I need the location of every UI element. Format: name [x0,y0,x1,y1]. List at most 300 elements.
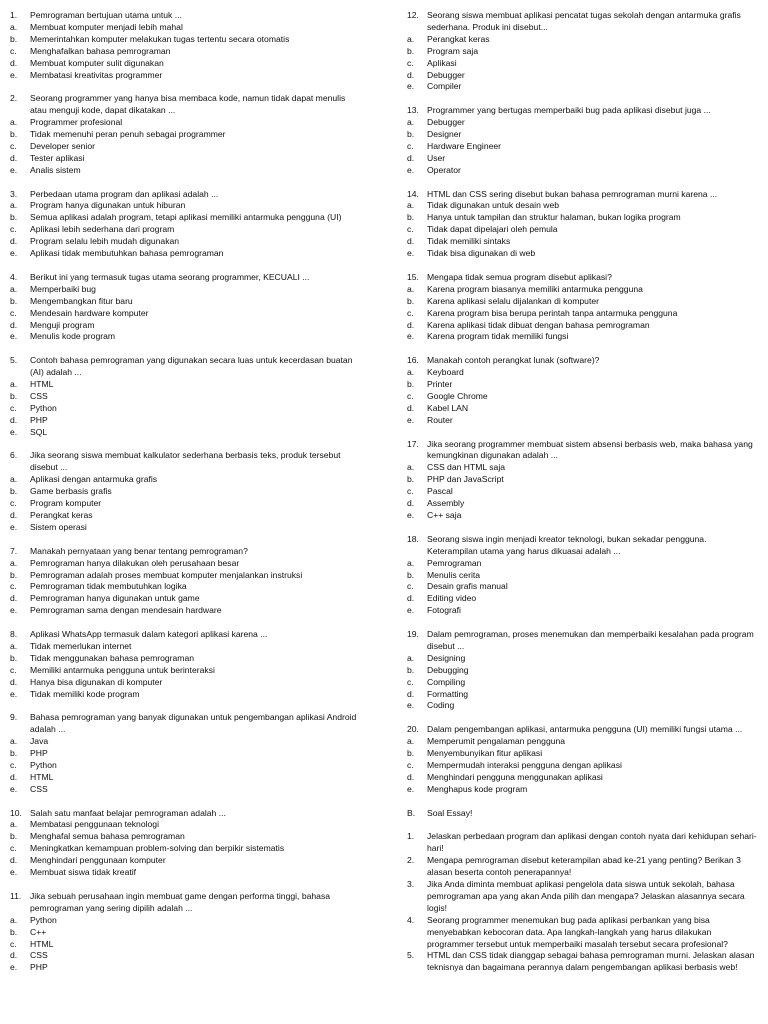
option-letter: c. [407,759,414,770]
option-letter: d. [10,771,18,782]
answer-option [407,141,759,153]
option-letter: e. [407,783,415,794]
question-text: Jika seorang siswa membuat kalkulator sederhana berbasis teks, produk tersebut disebut ... [30,450,341,473]
option-letter: c. [10,498,17,509]
answer-option [10,331,362,343]
option-letter: a. [407,736,415,747]
option-text: Tidak bisa digunakan di web [427,248,536,259]
option-letter: b. [10,129,18,140]
answer-option [407,510,759,522]
answer-option [407,581,759,593]
option-letter: a. [407,117,415,128]
question-block [10,93,362,176]
option-text: Game berbasis grafis [30,486,112,497]
answer-option [10,474,362,486]
option-letter: b. [407,664,415,675]
question-text: Salah satu manfaat belajar pemrograman adalah ... [30,807,226,818]
answer-option [10,165,362,177]
question-text: Seorang programmer yang hanya bisa membaca kode, namun tidak dapat menulis atau menguji kode, dapat dikatakan ... [30,93,346,116]
answer-option [407,403,759,415]
answer-option [407,236,759,248]
essay-number: 4. [407,914,415,925]
option-text: CSS [30,783,48,794]
option-text: Pemrograman adalah proses membuat komputer menjalankan instruksi [30,569,303,580]
question-text: Manakah pernyataan yang benar tentang pemrograman? [30,545,248,556]
answer-option [10,415,362,427]
question-stem [407,629,759,653]
option-letter: e. [10,867,18,878]
option-text: Analis sistem [30,164,81,175]
option-text: Karena program tidak memiliki fungsi [427,331,569,342]
option-letter: b. [407,569,415,580]
option-letter: c. [407,581,414,592]
option-text: PHP [30,962,48,973]
question-block [10,10,362,81]
option-letter: b. [10,748,18,759]
question-number: 3. [10,188,18,199]
option-text: Menguji program [30,319,95,330]
option-text: Menulis kode program [30,331,116,342]
answer-option [407,165,759,177]
option-text: CSS dan HTML saja [427,462,506,473]
answer-option [10,70,362,82]
option-text: Meningkatkan kemampuan problem-solving dan berpikir sistematis [30,843,285,854]
option-text: Perangkat keras [30,509,93,520]
option-text: Developer senior [30,140,95,151]
question-text: Dalam pemrograman, proses menemukan dan memperbaiki kesalahan pada program disebut ... [427,629,754,651]
question-text: Dalam pengembangan aplikasi, antarmuka pengguna (UI) memiliki fungsi utama ... [427,724,743,735]
essay-item [407,915,759,951]
question-stem [10,10,362,22]
answer-option [407,117,759,129]
answer-option [407,367,759,379]
question-number: 4. [10,271,18,282]
option-letter: d. [10,593,18,604]
option-letter: b. [10,390,18,401]
option-letter: d. [407,236,415,247]
option-letter: a. [407,283,415,294]
option-letter: d. [407,152,415,163]
option-text: Java [30,736,49,747]
option-letter: c. [10,664,17,675]
answer-option [407,331,759,343]
option-letter: c. [10,843,17,854]
question-block [10,629,362,700]
answer-option [10,939,362,951]
question-stem [10,891,362,915]
question-text: Bahasa pemrograman yang banyak digunakan untuk pengembangan aplikasi Android adalah ... [30,712,357,735]
answer-option [10,391,362,403]
essay-text: Mengapa pemrograman disebut keterampilan abad ke-21 yang penting? Berikan 3 alasan beserta contoh penerapannya! [427,855,741,878]
question-number: 11. [10,890,22,901]
essay-item [407,855,759,879]
answer-option [10,950,362,962]
option-text: Menghapus kode program [427,783,528,794]
option-letter: a. [407,33,415,44]
answer-option [407,320,759,332]
option-letter: b. [10,295,18,306]
essay-item [407,950,759,974]
option-letter: e. [407,414,415,425]
option-text: Coding [427,700,455,711]
option-letter: e. [10,248,18,259]
answer-option [10,153,362,165]
option-text: Tidak memenuhi peran penuh sebagai programmer [30,129,226,140]
option-text: Mengembangkan fitur baru [30,295,133,306]
answer-option [10,962,362,974]
answer-option [407,784,759,796]
answer-option [10,641,362,653]
question-text: Jika sebuah perusahaan ingin membuat game dengan performa tinggi, bahasa pemrograman yang sering dipilih adalah ... [30,890,331,913]
answer-option [407,391,759,403]
option-text: Tidak memerlukan internet [30,640,132,651]
left-column [10,10,362,986]
question-block [10,546,362,617]
option-letter: d. [407,319,415,330]
essay-list [407,831,759,974]
answer-option [10,403,362,415]
option-text: Aplikasi [427,57,457,68]
question-block [407,629,759,712]
option-text: Pemrograman sama dengan mendesain hardware [30,605,222,616]
answer-option [407,70,759,82]
essay-section [407,808,759,975]
answer-option [407,593,759,605]
question-block [10,712,362,795]
option-letter: c. [407,486,414,497]
option-text: Semua aplikasi adalah program, tetapi aplikasi memiliki antarmuka pengguna (UI) [30,212,342,223]
option-letter: d. [10,855,18,866]
answer-option [10,224,362,236]
option-text: CSS [30,390,48,401]
option-letter: d. [407,402,415,413]
option-text: User [427,152,446,163]
answer-option [407,248,759,260]
option-text: Tester aplikasi [30,152,85,163]
answer-option [407,605,759,617]
option-letter: b. [407,212,415,223]
option-letter: a. [10,283,18,294]
answer-option [407,415,759,427]
option-text: Menghafal semua bahasa pemrograman [30,831,185,842]
option-text: Designing [427,652,466,663]
option-text: Mempermudah interaksi pengguna dengan aplikasi [427,759,622,770]
question-stem [10,808,362,820]
option-text: Compiling [427,676,466,687]
question-stem [10,93,362,117]
option-letter: c. [10,45,17,56]
option-text: Program saja [427,45,479,56]
question-stem [10,272,362,284]
question-stem [407,534,759,558]
answer-option [10,558,362,570]
question-number: 13. [407,105,419,116]
option-text: Pemrograman hanya dilakukan oleh perusahaan besar [30,557,240,568]
question-stem [407,439,759,463]
question-stem [407,272,759,284]
question-stem [407,10,759,34]
option-letter: c. [10,938,17,949]
option-letter: e. [407,331,415,342]
option-letter: e. [10,605,18,616]
option-text: Debugger [427,69,465,80]
essay-number: 3. [407,879,415,889]
option-letter: a. [407,462,415,473]
option-letter: e. [407,700,415,711]
question-number: 2. [10,93,18,104]
answer-option [407,700,759,712]
answer-option [407,308,759,320]
question-number: 12. [407,10,419,20]
right-questions [407,10,759,796]
answer-option [10,581,362,593]
essay-text: Jika Anda diminta membuat aplikasi pengelola data siswa untuk sekolah, bahasa pemrograman apa yang akan Anda pilih dan mengapa? Jelaskan alasannya secara logis! [427,879,745,913]
option-text: Python [30,914,57,925]
option-letter: e. [407,248,415,259]
option-letter: c. [407,390,414,401]
answer-option [407,570,759,582]
option-text: Memperumit pengalaman pengguna [427,736,566,747]
option-letter: d. [10,509,18,520]
answer-option [407,129,759,141]
essay-heading [407,808,759,820]
answer-option [10,296,362,308]
option-text: Fotografi [427,605,461,616]
option-text: Membuat komputer sulit digunakan [30,57,164,68]
essay-text: Jelaskan perbedaan program dan aplikasi dengan contoh nyata dari kehidupan sehari-hari! [427,831,757,854]
option-text: Memerintahkan komputer melakukan tugas tertentu secara otomatis [30,33,290,44]
answer-option [407,224,759,236]
option-letter: a. [10,736,18,747]
option-text: Karena aplikasi tidak dibuat dengan bahasa pemrograman [427,319,650,330]
question-number: 6. [10,450,18,461]
essay-item [407,831,759,855]
option-text: Formatting [427,688,469,699]
question-stem [10,546,362,558]
question-block [10,450,362,533]
option-text: Tidak digunakan untuk desain web [427,200,560,211]
option-text: Editing video [427,593,477,604]
answer-option [10,653,362,665]
answer-option [407,46,759,58]
question-stem [407,724,759,736]
answer-option [10,58,362,70]
option-text: Membuat komputer menjadi lebih mahal [30,21,183,32]
question-number: 1. [10,10,18,20]
option-text: Hanya bisa digunakan di komputer [30,676,163,687]
option-letter: c. [10,224,17,235]
essay-text: HTML dan CSS tidak dianggap sebagai bahasa pemrograman murni. Jelaskan alasan teknisnya dan bagaimana perannya dalam pengembangan aplikasi berbasis web! [427,950,755,973]
answer-option [407,736,759,748]
option-text: Compiler [427,81,462,92]
option-text: Keyboard [427,367,464,378]
option-letter: e. [10,331,18,342]
answer-option [407,212,759,224]
option-text: Router [427,414,453,425]
question-number: 14. [407,188,419,199]
answer-option [10,772,362,784]
answer-option [10,22,362,34]
option-text: Memperbaiki bug [30,283,96,294]
option-letter: c. [407,140,414,151]
option-text: Hanya untuk tampilan dan struktur halaman, bukan logika program [427,212,681,223]
answer-option [407,379,759,391]
answer-option [10,819,362,831]
question-text: Seorang siswa membuat aplikasi pencatat tugas sekolah dengan antarmuka grafis sederhana. Produk ini disebut... [427,10,741,32]
answer-option [10,427,362,439]
option-letter: e. [407,164,415,175]
answer-option [10,665,362,677]
answer-option [10,129,362,141]
answer-option [407,653,759,665]
option-letter: d. [10,950,18,961]
option-letter: b. [407,379,415,390]
option-letter: e. [407,81,415,92]
option-text: Menghindari pengguna menggunakan aplikasi [427,771,603,782]
question-block [407,355,759,426]
answer-option [10,212,362,224]
option-letter: b. [407,474,415,485]
option-letter: d. [10,414,18,425]
answer-option [10,784,362,796]
option-letter: c. [10,307,17,318]
question-number: 19. [407,629,419,640]
option-letter: a. [10,200,18,211]
option-letter: a. [407,200,415,211]
option-letter: a. [10,21,18,32]
essay-number: 5. [407,950,415,961]
question-stem [10,189,362,201]
option-text: PHP [30,748,48,759]
question-number: 16. [407,355,419,366]
answer-option [10,522,362,534]
option-letter: b. [407,45,415,56]
option-text: SQL [30,426,48,437]
answer-option [407,689,759,701]
question-text: Manakah contoh perangkat lunak (software)? [427,355,600,366]
question-number: 8. [10,629,18,640]
option-text: Designer [427,129,462,140]
answer-option [407,284,759,296]
answer-option [407,462,759,474]
answer-option [10,760,362,772]
question-stem [407,189,759,201]
answer-option [407,772,759,784]
option-letter: b. [10,831,18,842]
option-text: Pemrograman hanya digunakan untuk game [30,593,200,604]
option-letter: e. [10,962,18,973]
option-text: Programmer profesional [30,117,123,128]
option-text: Program hanya digunakan untuk hiburan [30,200,186,211]
question-number: 5. [10,355,18,366]
option-text: HTML [30,938,54,949]
option-letter: a. [10,117,18,128]
answer-option [10,736,362,748]
answer-option [407,153,759,165]
option-letter: a. [10,914,18,925]
answer-option [10,486,362,498]
question-block [407,534,759,617]
question-block [10,808,362,879]
answer-option [10,284,362,296]
question-stem [10,355,362,379]
option-letter: a. [407,557,415,568]
essay-item [407,879,759,915]
option-text: Program selalu lebih mudah digunakan [30,236,180,247]
question-text: Aplikasi WhatsApp termasuk dalam kategori aplikasi karena ... [30,629,268,640]
answer-option [10,843,362,855]
question-stem [10,450,362,474]
answer-option [10,689,362,701]
question-text: Programmer yang bertugas memperbaiki bug pada aplikasi disebut juga ... [427,105,711,116]
answer-option [10,498,362,510]
option-text: CSS [30,950,48,961]
option-letter: e. [10,783,18,794]
answer-option [10,593,362,605]
answer-option [10,605,362,617]
answer-option [407,665,759,677]
option-letter: a. [407,652,415,663]
option-text: Tidak menggunakan bahasa pemrograman [30,652,195,663]
option-letter: b. [10,569,18,580]
option-letter: b. [407,748,415,759]
question-number: 7. [10,545,18,556]
question-block [407,439,759,522]
option-text: Debugging [427,664,469,675]
option-text: Tidak dapat dipelajari oleh pemula [427,224,558,235]
option-text: C++ saja [427,509,462,520]
option-letter: c. [10,759,17,770]
option-text: Membatasi kreativitas programmer [30,69,163,80]
option-letter: d. [407,688,415,699]
option-text: Menulis cerita [427,569,481,580]
option-text: Tidak memiliki sintaks [427,236,511,247]
option-letter: c. [407,57,414,68]
option-text: Sistem operasi [30,521,87,532]
option-letter: d. [407,69,415,80]
question-stem [10,629,362,641]
option-text: Karena program bisa berupa perintah tanpa antarmuka pengguna [427,307,678,318]
option-letter: c. [407,676,414,687]
question-block [10,189,362,260]
option-letter: d. [407,771,415,782]
answer-option [407,200,759,212]
essay-marker: B. [407,807,416,818]
option-letter: a. [10,379,18,390]
question-block [10,272,362,343]
option-letter: b. [10,212,18,223]
question-number: 9. [10,712,18,723]
option-letter: c. [10,581,17,592]
question-block [10,891,362,974]
option-text: Menghafalkan bahasa pemrograman [30,45,171,56]
answer-option [10,915,362,927]
option-letter: c. [10,402,17,413]
answer-option [407,296,759,308]
option-letter: d. [10,319,18,330]
option-letter: b. [10,486,18,497]
option-text: Kabel LAN [427,402,469,413]
question-number: 17. [407,438,419,449]
option-letter: b. [10,33,18,44]
option-text: Python [30,759,57,770]
option-letter: c. [407,307,414,318]
option-text: Hardware Engineer [427,140,502,151]
answer-option [10,379,362,391]
question-text: Berikut ini yang termasuk tugas utama seorang programmer, KECUALI ... [30,271,310,282]
option-letter: e. [10,426,18,437]
answer-option [407,58,759,70]
